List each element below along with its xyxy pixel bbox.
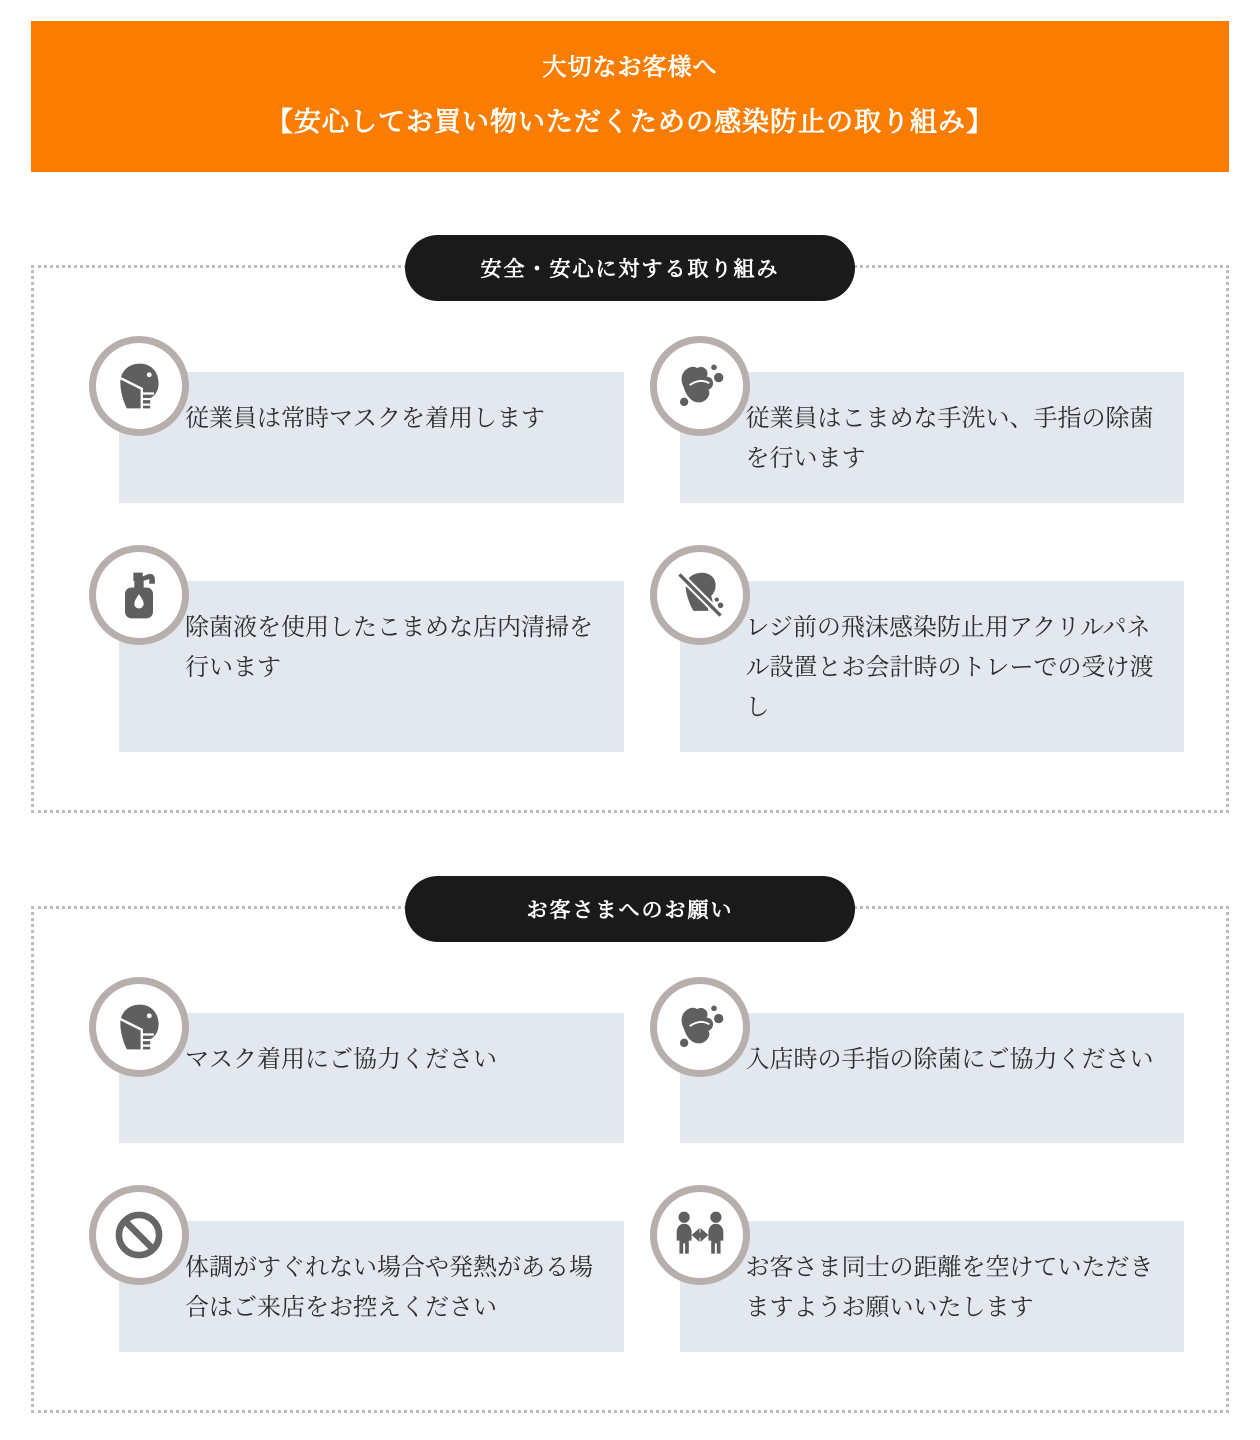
measure-item [89, 336, 624, 503]
icon-circle [650, 545, 750, 645]
icon-circle [89, 1185, 189, 1285]
icon-circle [89, 336, 189, 436]
section-store-measures [31, 258, 1229, 813]
mask-icon [111, 999, 167, 1055]
request-item [650, 977, 1185, 1143]
icon-circle [650, 977, 750, 1077]
item-text-box [119, 581, 624, 752]
item-text: 除菌液を使用したこまめな店内清掃を行います [185, 614, 593, 681]
measure-item [650, 336, 1185, 503]
header-banner [31, 21, 1229, 172]
request-item [650, 1185, 1185, 1352]
item-text-box [680, 372, 1185, 503]
droplet-block-icon [672, 567, 728, 623]
section-title-pill: お客さまへのお願い [405, 876, 855, 942]
item-text: 体調がすぐれない場合や発熱がある場合はご来店をお控えください [185, 1254, 593, 1321]
header-subtitle: 【安心してお買い物いただくための感染防止の取り組み】 [266, 107, 994, 138]
hand-wash-icon [672, 358, 728, 414]
header-title: 大切なお客様へ [542, 54, 718, 82]
section-customer-requests [31, 899, 1229, 1413]
icon-circle [89, 545, 189, 645]
measure-item [89, 545, 624, 752]
hand-wash-icon [672, 999, 728, 1055]
item-text: 従業員は常時マスクを着用します [185, 405, 545, 432]
no-entry-icon [111, 1207, 167, 1263]
request-item [89, 977, 624, 1143]
item-text-box [680, 1013, 1185, 1143]
item-text-box [119, 1221, 624, 1352]
mask-icon [111, 358, 167, 414]
item-text: レジ前の飛沫感染防止用アクリルパネル設置とお会計時のトレーでの受け渡し [745, 614, 1154, 721]
item-text: 入店時の手指の除菌にご協力ください [745, 1046, 1154, 1073]
item-text-box [119, 372, 624, 503]
item-text: お客さま同士の距離を空けていただきますようお願いいたします [745, 1254, 1154, 1321]
item-text: 従業員はこまめな手洗い、手指の除菌を行います [745, 405, 1154, 472]
icon-circle [650, 1185, 750, 1285]
item-text-box [119, 1013, 624, 1143]
item-text-box [680, 581, 1185, 752]
item-text-box [680, 1221, 1185, 1352]
icon-circle [89, 977, 189, 1077]
item-text: マスク着用にご協力ください [185, 1046, 497, 1073]
measure-item [650, 545, 1185, 752]
sanitizer-bottle-icon [111, 567, 167, 623]
request-item [89, 1185, 624, 1352]
requests-grid [89, 977, 1184, 1352]
section-title-pill: 安全・安心に対する取り組み [405, 235, 855, 301]
icon-circle [650, 336, 750, 436]
measures-grid [89, 336, 1184, 752]
social-distance-icon [672, 1207, 728, 1263]
